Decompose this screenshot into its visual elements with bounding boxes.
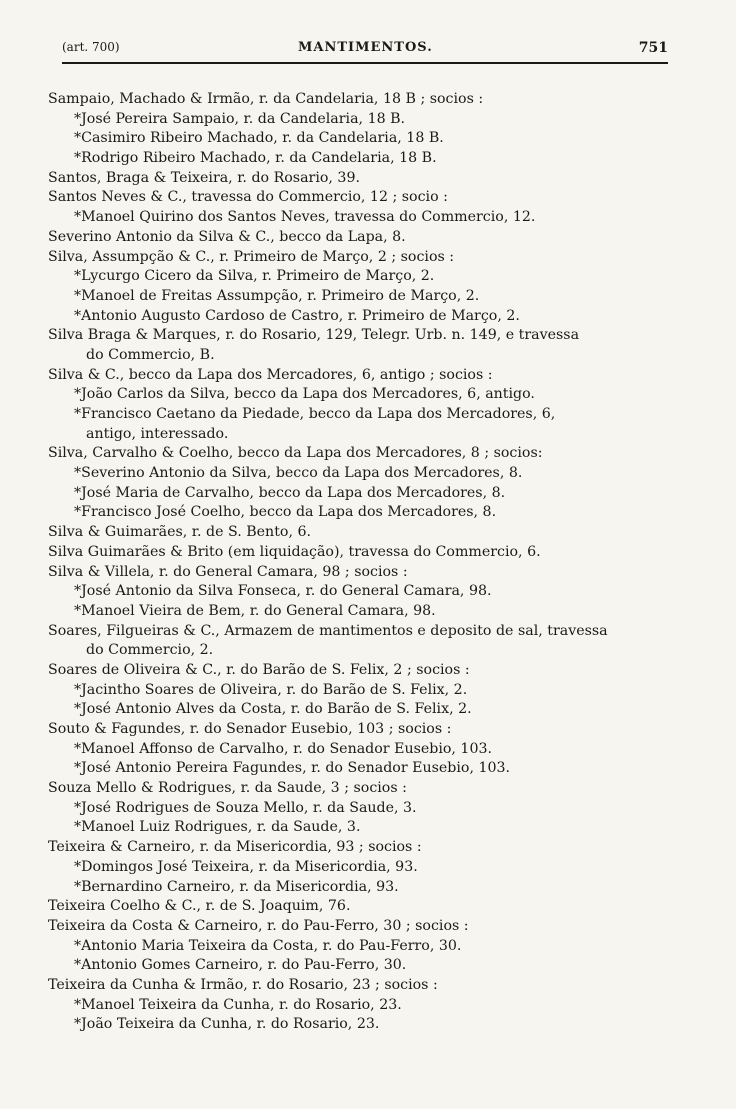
directory-line: Soares de Oliveira & C., r. do Barão de S. Felix, 2 ; socios : <box>48 661 470 678</box>
directory-line: *Francisco Caetano da Piedade, becco da Lapa dos Mercadores, 6, <box>74 406 556 422</box>
directory-line: *Rodrigo Ribeiro Machado, r. da Candelaria, 18 B. <box>74 150 437 167</box>
page-title: MANTIMENTOS. <box>298 40 433 55</box>
directory-line: *João Carlos da Silva, becco da Lapa dos Mercadores, 6, antigo. <box>74 386 535 403</box>
section-reference: (art. 700) <box>62 40 120 54</box>
directory-line: *Manoel Affonso de Carvalho, r. do Senador Eusebio, 103. <box>74 740 493 757</box>
page-number: 751 <box>638 40 668 56</box>
directory-line: *José Antonio da Silva Fonseca, r. do General Camara, 98. <box>74 583 492 600</box>
directory-line: Silva, Assumpção & C., r. Primeiro de Março, 2 ; socios : <box>48 248 455 265</box>
directory-line: *Domingos José Teixeira, r. da Misericordia, 93. <box>74 858 418 875</box>
directory-line: Soares, Filgueiras & C., Armazem de mantimentos e deposito de sal, travessa <box>48 622 608 639</box>
directory-line: Silva & Guimarães, r. de S. Bento, 6. <box>48 524 311 541</box>
directory-line: *Antonio Augusto Cardoso de Castro, r. Primeiro de Março, 2. <box>74 307 520 324</box>
directory-line: *Francisco José Coelho, becco da Lapa dos Mercadores, 8. <box>74 504 497 521</box>
directory-line: *Severino Antonio da Silva, becco da Lapa dos Mercadores, 8. <box>74 465 523 482</box>
directory-line: Teixeira da Costa & Carneiro, r. do Pau-Ferro, 30 ; socios : <box>48 917 469 934</box>
page-header <box>62 38 668 64</box>
directory-line: Silva Guimarães & Brito (em liquidação), travessa do Commercio, 6. <box>48 543 541 560</box>
directory-line: Silva & Villela, r. do General Camara, 98 ; socios : <box>48 563 408 580</box>
directory-line: *José Maria de Carvalho, becco da Lapa dos Mercadores, 8. <box>74 484 506 501</box>
directory-line: Silva, Carvalho & Coelho, becco da Lapa dos Mercadores, 8 ; socios: <box>48 445 543 462</box>
directory-line: *Manoel de Freitas Assumpção, r. Primeiro de Março, 2. <box>74 287 480 304</box>
directory-line: Sampaio, Machado & Irmão, r. da Candelaria, 18 B ; socios : <box>48 91 484 107</box>
directory-line: Severino Antonio da Silva & C., becco da Lapa, 8. <box>48 228 406 245</box>
directory-line: *Manoel Teixeira da Cunha, r. do Rosario, 23. <box>74 996 402 1013</box>
directory-line: *José Rodrigues de Souza Mello, r. da Saude, 3. <box>74 799 417 816</box>
directory-line: *José Antonio Alves da Costa, r. do Barão de S. Felix, 2. <box>74 701 472 718</box>
directory-line: Santos Neves & C., travessa do Commercio, 12 ; socio : <box>48 189 448 206</box>
directory-line: do Commercio, B. <box>86 346 215 363</box>
directory-line: do Commercio, 2. <box>86 642 214 659</box>
directory-line: *Bernardino Carneiro, r. da Misericordia, 93. <box>74 878 399 895</box>
directory-line: Teixeira & Carneiro, r. da Misericordia, 93 ; socios : <box>48 839 422 856</box>
directory-line: *Antonio Maria Teixeira da Costa, r. do Pau-Ferro, 30. <box>74 937 462 954</box>
directory-line: Santos, Braga & Teixeira, r. do Rosario, 39. <box>48 169 360 186</box>
directory-line: *Manoel Quirino dos Santos Neves, travessa do Commercio, 12. <box>74 209 536 226</box>
directory-line: *Antonio Gomes Carneiro, r. do Pau-Ferro, 30. <box>74 957 407 974</box>
directory-line: *José Pereira Sampaio, r. da Candelaria, 18 B. <box>74 110 406 127</box>
directory-line: *Casimiro Ribeiro Machado, r. da Candelaria, 18 B. <box>74 130 444 147</box>
directory-line: *João Teixeira da Cunha, r. do Rosario, 23. <box>74 1016 380 1033</box>
directory-line: *Lycurgo Cicero da Silva, r. Primeiro de Março, 2. <box>74 268 435 285</box>
directory-entries <box>48 90 688 1035</box>
directory-line: antigo, interessado. <box>86 425 229 442</box>
directory-line: Teixeira Coelho & C., r. de S. Joaquim, 76. <box>48 898 351 915</box>
directory-line: Souto & Fagundes, r. do Senador Eusebio, 103 ; socios : <box>48 721 452 737</box>
directory-line: *Jacintho Soares de Oliveira, r. do Barão de S. Felix, 2. <box>74 681 468 698</box>
directory-line: Teixeira da Cunha & Irmão, r. do Rosario, 23 ; socios : <box>48 976 438 993</box>
directory-line: Silva & C., becco da Lapa dos Mercadores, 6, antigo ; socios : <box>48 366 493 383</box>
directory-line: Souza Mello & Rodrigues, r. da Saude, 3 ; socios : <box>48 780 407 797</box>
directory-line: Silva Braga & Marques, r. do Rosario, 129, Telegr. Urb. n. 149, e travessa <box>48 327 580 344</box>
directory-line: *Manoel Vieira de Bem, r. do General Camara, 98. <box>74 602 436 619</box>
directory-line: *Manoel Luiz Rodrigues, r. da Saude, 3. <box>74 819 361 836</box>
directory-line: *José Antonio Pereira Fagundes, r. do Senador Eusebio, 103. <box>74 760 511 777</box>
